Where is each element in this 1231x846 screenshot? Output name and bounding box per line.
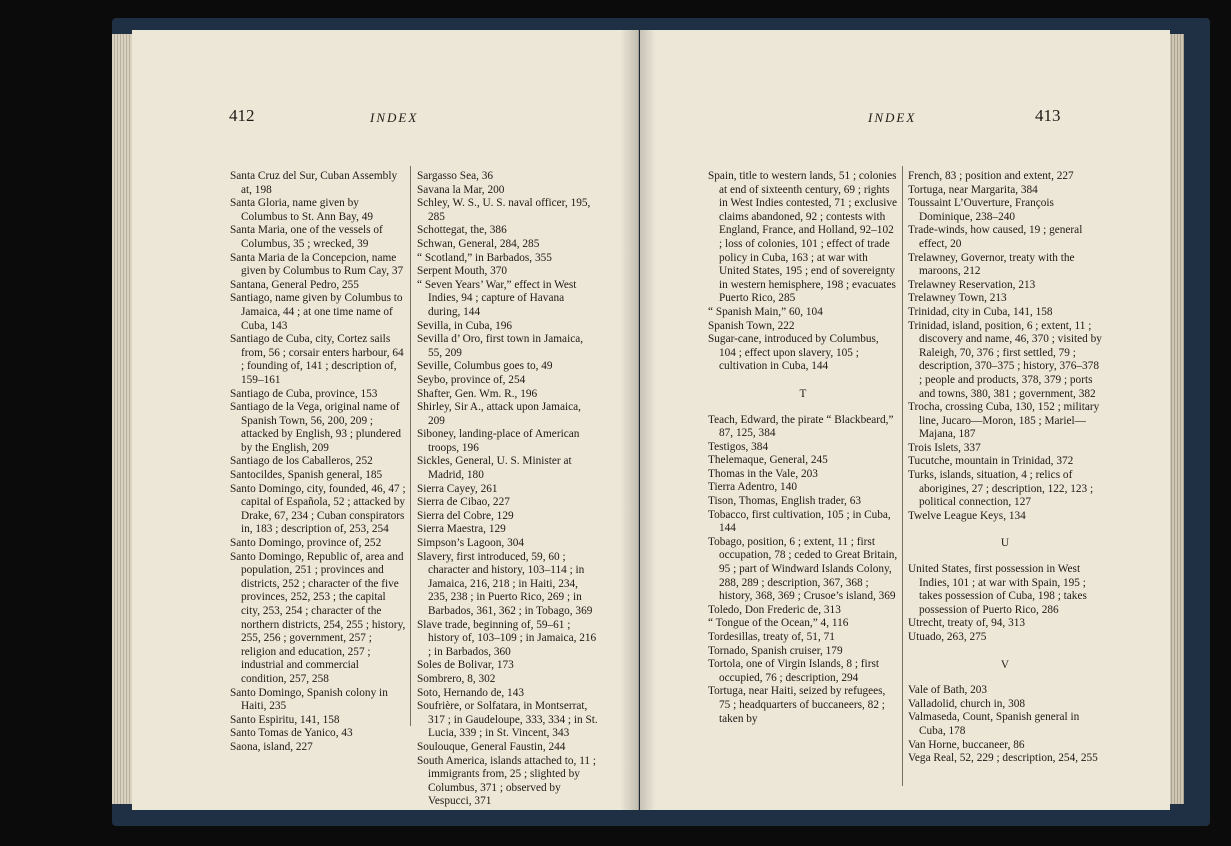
index-entry: Santo Domingo, province of, 252 [230,537,382,550]
index-entry: United States, first possession in West Indies, 101 ; at war with Spain, 195 ; takes possession of Cuba, 198 ; takes possession of Puerto Rico, 286 [908,563,1087,616]
index-entry: Toledo, Don Frederic de, 313 [708,603,841,616]
index-entry: Santana, General Pedro, 255 [230,278,359,291]
index-column-1 [708,170,898,726]
index-entry: Soufrière, or Solfatara, in Montserrat, 317 ; in Gaudeloupe, 333, 334 ; in St. Lucia, 339 ; in St. Vincent, 343 [417,700,598,740]
index-entry: Spanish Town, 222 [708,319,795,332]
index-entry: Testigos, 384 [708,440,769,453]
index-entry: Schwan, General, 284, 285 [417,237,540,250]
index-entry: Slave trade, beginning of, 59–61 ; history of, 103–109 ; in Jamaica, 216 ; in Barbados, 360 [417,618,597,658]
index-entry: Sierra de Cibao, 227 [417,496,510,509]
section-letter: V [1000,658,1010,671]
index-entry: Tortola, one of Virgin Islands, 8 ; first occupied, 76 ; description, 294 [708,658,879,684]
index-entry: Santiago de la Vega, original name of Spanish Town, 56, 200, 209 ; attacked by English, 93 ; plundered by the English, 209 [230,401,401,454]
page-number: 412 [229,106,255,125]
index-entry: Slavery, first introduced, 59, 60 ; character and history, 103–114 ; in Jamaica, 216, 218 ; in Haiti, 234, 235, 238 ; in Puerto Rico, 269 ; in Barbados, 361, 362 ; in Tobago, 369 [417,550,593,617]
index-entry: Savana la Mar, 200 [417,183,505,196]
index-entry: Trinidad, city in Cuba, 141, 158 [908,305,1053,318]
index-entry: Siboney, landing-place of American troops, 196 [417,428,580,454]
index-entry: Spain, title to western lands, 51 ; colonies at end of sixteenth century, 69 ; rights in West Indies contested, 71 ; exclusive claims abandoned, 92 ; contests with England, France, and Holland, 92–102 ; loss of colonies, 101 ; effect of trade policy in Cuba, 163 ; at war with United States, 195 ; end of sovereignty in western hemisphere, 198 ; evacuates Puerto Rico, 285 [708,170,898,305]
index-entry: Santiago de Cuba, city, Cortez sails from, 56 ; corsair enters harbour, 64 ; founding of, 141 ; description of, 159–161 [230,333,404,386]
index-entry: Tobago, position, 6 ; extent, 11 ; first occupation, 78 ; ceded to Great Britain, 95 ; part of Windward Islands Colony, 288, 289 ; description, 367, 368 ; history, 368, 369 ; Crusoe’s island, 369 [708,535,898,603]
index-entry: Thelemaque, General, 245 [708,454,828,467]
index-entry: Saona, island, 227 [230,740,313,753]
index-entry: Serpent Mouth, 370 [417,265,508,278]
running-head: INDEX [370,110,419,125]
index-entry: Santo Domingo, city, founded, 46, 47 ; capital of Española, 52 ; attacked by Drake, 67, 234 ; Cuban conspirators in, 183 ; description of, 253, 254 [230,482,406,536]
index-entry: Tobacco, first cultivation, 105 ; in Cuba, 144 [708,508,891,535]
index-entry: Santa Maria de la Concepcion, name given by Columbus to Rum Cay, 37 [230,251,404,278]
index-entry: Sugar-cane, introduced by Columbus, 104 ; effect upon slavery, 105 ; cultivation in Cuba, 144 [708,333,879,373]
book-gutter [620,30,656,810]
index-entry: Trelawney Town, 213 [908,292,1007,305]
index-entry: Vega Real, 52, 229 ; description, 254, 255 [908,752,1098,765]
index-entry: Sierra Cayey, 261 [417,482,498,495]
index-entry: Santiago, name given by Columbus to Jamaica, 44 ; at one time name of Cuba, 143 [230,292,403,332]
index-entry: Santa Gloria, name given by Columbus to St. Ann Bay, 49 [230,197,374,223]
index-column-2 [417,170,599,809]
index-entry: Shafter, Gen. Wm. R., 196 [417,387,538,400]
index-entry: Trinidad, island, position, 6 ; extent, 11 ; discovery and name, 46, 370 ; visited by Raleigh, 70, 376 ; first settled, 79 ; description, 370–375 ; history, 376–378 ; people and products, 378, 379 ; ports and towns, 380, 381 ; government, 382 [908,319,1102,400]
index-entry: Tortuga, near Haiti, seized by refugees, 75 ; headquarters of buccaneers, 82 ; taken by [708,685,886,725]
index-entry: Valmaseda, Count, Spanish general in Cuba, 178 [908,711,1080,737]
index-entry: Santiago de los Caballeros, 252 [230,455,373,468]
index-entry: Santocildes, Spanish general, 185 [230,469,383,482]
index-entry: Tison, Thomas, English trader, 63 [708,495,861,508]
section-letter: U [1000,537,1010,550]
index-entry: Turks, islands, situation, 4 ; relics of aborigines, 27 ; description, 122, 123 ; political connection, 127 [908,469,1094,509]
index-entry: South America, islands attached to, 11 ; immigrants from, 25 ; slighted by Columbus, 371 ; observed by Vespucci, 371 [417,754,597,808]
index-entry: Santiago de Cuba, province, 153 [230,387,378,400]
index-entry: French, 83 ; position and extent, 227 [908,170,1074,182]
index-entry: Tucutche, mountain in Trinidad, 372 [908,455,1074,468]
index-entry: Tordesillas, treaty of, 51, 71 [708,631,835,643]
index-entry: Sargasso Sea, 36 [417,170,494,182]
index-entry: Trocha, crossing Cuba, 130, 152 ; military line, Jucaro—Moron, 185 ; Mariel—Majana, 187 [908,401,1100,441]
right-page [640,30,1170,810]
running-head: INDEX [868,110,917,125]
index-entry: Santo Tomas de Yanico, 43 [230,727,353,740]
page-number: 413 [1035,106,1061,125]
index-entry: Shirley, Sir A., attack upon Jamaica, 209 [417,401,581,427]
index-entry: Seybo, province of, 254 [417,373,526,386]
index-entry: Twelve League Keys, 134 [908,509,1026,522]
left-page [132,30,639,810]
index-entry: Trelawney Reservation, 213 [908,278,1036,291]
index-entry: Santa Cruz del Sur, Cuban Assembly at, 198 [230,170,398,196]
index-entry: Schottegat, the, 386 [417,224,507,237]
column-rule [902,166,903,786]
index-entry: Sevilla d’ Oro, first town in Jamaica, 55, 209 [417,333,584,359]
column-rule [410,166,411,726]
index-entry: Trois Islets, 337 [908,441,981,454]
index-entry: Santa Maria, one of the vessels of Columbus, 35 ; wrecked, 39 [230,224,383,250]
index-entry: Soto, Hernando de, 143 [417,686,524,699]
index-column-2 [908,170,1102,766]
index-entry: Valladolid, church in, 308 [908,697,1026,710]
index-entry: “ Scotland,” in Barbados, 355 [417,251,552,264]
index-entry: Trade-winds, how caused, 19 ; general effect, 20 [908,224,1083,250]
index-entry: Soulouque, General Faustin, 244 [417,740,566,753]
index-entry: Thomas in the Vale, 203 [708,467,818,480]
index-entry: Sevilla, in Cuba, 196 [417,319,513,332]
index-entry: Van Horne, buccaneer, 86 [908,738,1025,751]
index-entry: “ Tongue of the Ocean,” 4, 116 [708,617,849,630]
index-entry: Santo Domingo, Republic of, area and population, 251 ; provinces and districts, 252 ; character of the five provinces, 252, 253 ; the capital city, 253, 254 ; character of the northern districts, 254, 255 ; history, 255, 256 ; government, 257 ; religion and education, 257 ; industrial and commercial condition, 257, 258 [230,550,406,685]
index-entry: Soles de Bolivar, 173 [417,659,514,672]
index-entry: Sierra Maestra, 129 [417,523,506,536]
index-entry: Utrecht, treaty of, 94, 313 [908,617,1026,630]
index-entry: Utuado, 263, 275 [908,631,987,643]
index-entry: Sombrero, 8, 302 [417,672,496,685]
index-entry: Toussaint L’Ouverture, François Dominique, 238–240 [908,197,1054,223]
index-entry: Tortuga, near Margarita, 384 [908,183,1038,196]
section-letter: T [799,387,807,400]
index-entry: Trelawney, Governor, treaty with the maroons, 212 [908,251,1075,278]
index-entry: Teach, Edward, the pirate “ Blackbeard,” 87, 125, 384 [708,413,894,440]
index-entry: Schley, W. S., U. S. naval officer, 195, 285 [417,197,591,223]
index-entry: “ Spanish Main,” 60, 104 [708,305,823,318]
index-entry: Seville, Columbus goes to, 49 [417,360,553,373]
index-entry: Tierra Adentro, 140 [708,481,798,494]
index-entry: Santo Domingo, Spanish colony in Haiti, 235 [230,686,388,713]
index-column-1 [230,170,406,755]
index-entry: Simpson’s Lagoon, 304 [417,537,525,550]
index-entry: Tornado, Spanish cruiser, 179 [708,644,843,657]
index-entry: “ Seven Years’ War,” effect in West Indies, 94 ; capture of Havana during, 144 [417,278,577,318]
index-entry: Sickles, General, U. S. Minister at Madrid, 180 [417,455,572,482]
index-entry: Santo Espiritu, 141, 158 [230,713,340,726]
index-entry: Vale of Bath, 203 [908,684,988,697]
index-entry: Sierra del Cobre, 129 [417,509,514,522]
